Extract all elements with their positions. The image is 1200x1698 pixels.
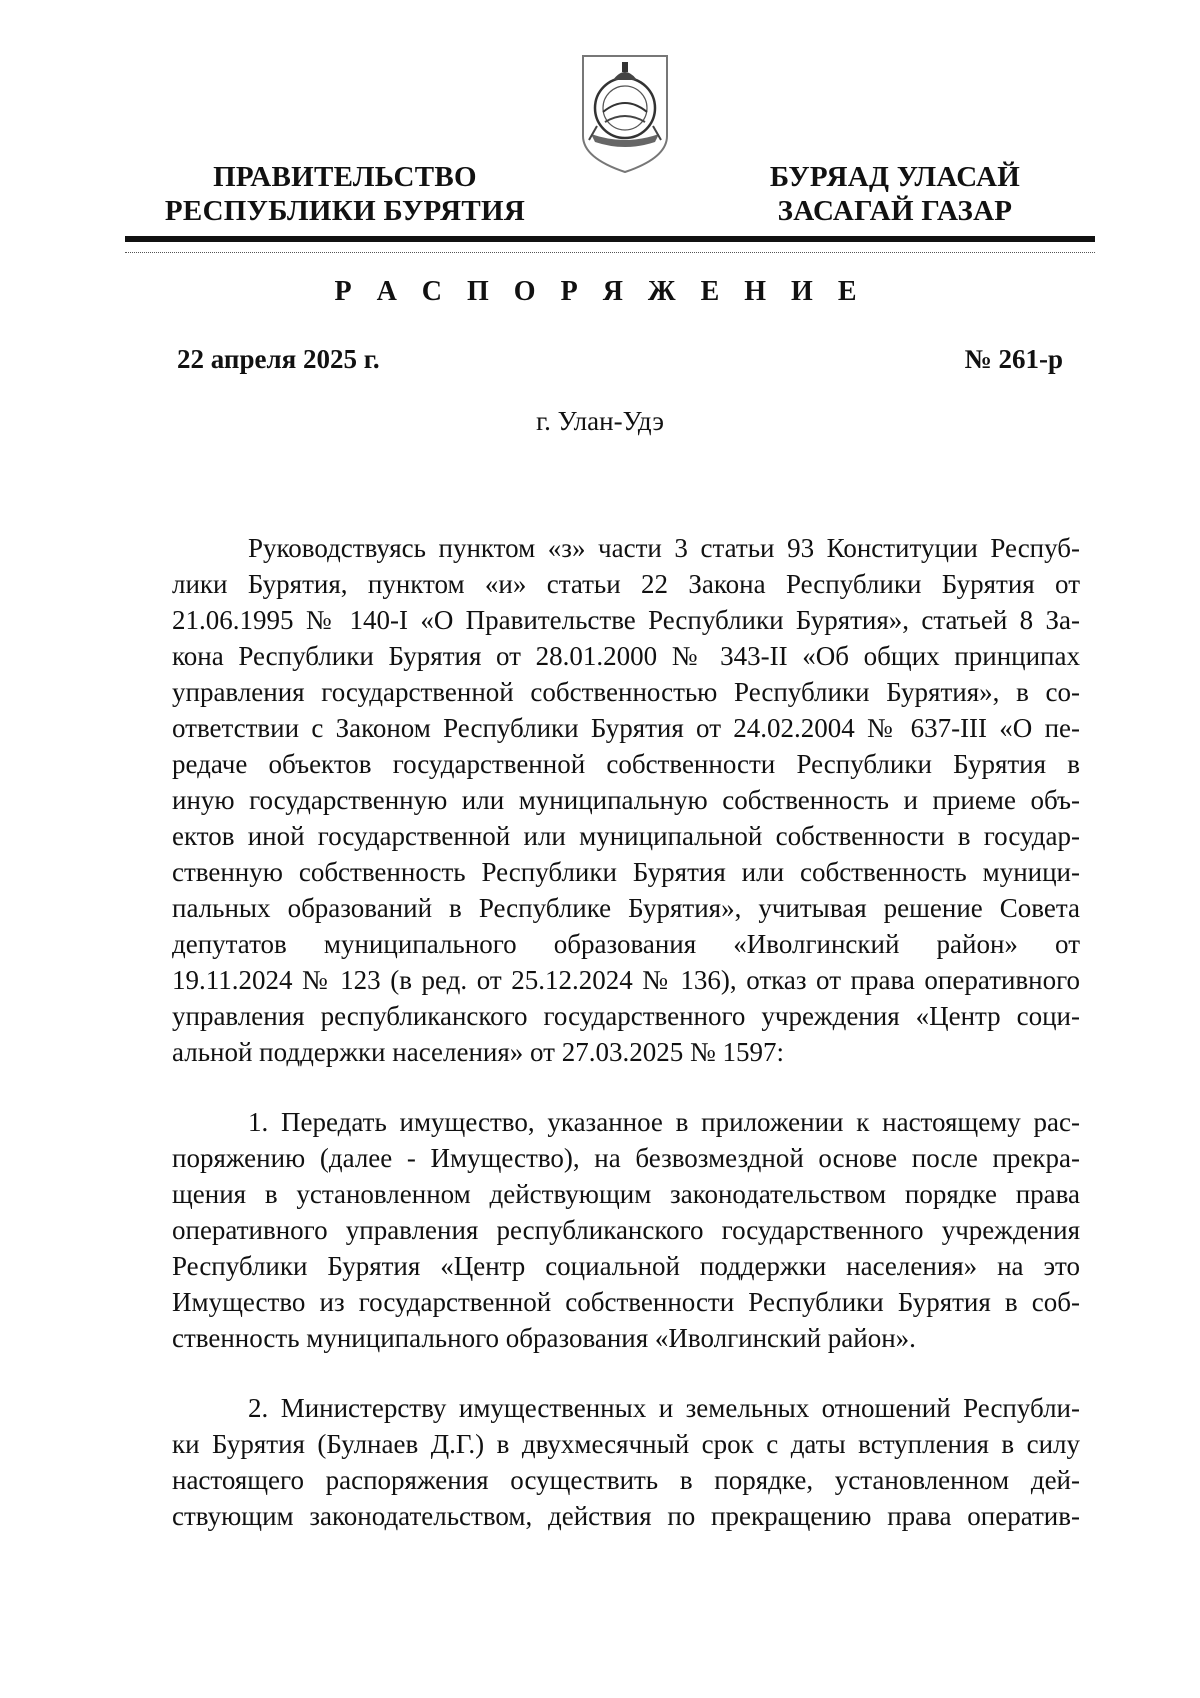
government-name-ru xyxy=(160,160,530,228)
paragraph-item-1 xyxy=(172,1104,1080,1356)
text-line: Республики Бурятия «Центр социальной поддержки населения» на это xyxy=(172,1251,1080,1281)
org-line: ЗАСАГАЙ ГАЗАР xyxy=(777,195,1013,227)
text-line: управления государственной собственностью Республики Бурятия», в со- xyxy=(172,677,1080,707)
org-line: БУРЯАД УЛАСАЙ xyxy=(769,161,1021,193)
text-line: настоящего распоряжения осуществить в порядке, установленном дей- xyxy=(172,1465,1080,1495)
text-line: ектов иной государственной или муниципальной собственности в государ- xyxy=(172,821,1080,851)
org-line: РЕСПУБЛИКИ БУРЯТИЯ xyxy=(164,195,526,227)
document-body xyxy=(172,530,1080,1534)
coat-of-arms-icon xyxy=(577,50,673,176)
text-line: 21.06.1995 № 140-I «О Правительстве Республики Бурятия», статьей 8 За- xyxy=(172,605,1080,635)
text-line: 19.11.2024 № 123 (в ред. от 25.12.2024 № 136), отказ от права оперативного xyxy=(172,965,1080,995)
document-type-title: Р А С П О Р Я Ж Е Н И Е xyxy=(334,276,866,307)
document-city: г. Улан-Удэ xyxy=(536,406,664,436)
document-number: № 261-р xyxy=(964,344,1063,374)
paragraph-item-2 xyxy=(172,1390,1080,1534)
text-line: кона Республики Бурятия от 28.01.2000 № 343-II «Об общих принципах xyxy=(172,641,1080,671)
text-line: редаче объектов государственной собственности Республики Бурятия в xyxy=(172,749,1080,779)
text-line: ствующим законодательством, действия по прекращению права оператив- xyxy=(172,1501,1080,1531)
text-line: депутатов муниципального образования «Иволгинский район» от xyxy=(172,929,1080,959)
text-line: ответствии с Законом Республики Бурятия от 24.02.2004 № 637-III «О пе- xyxy=(172,713,1080,743)
text-line: оперативного управления республиканского государственного учреждения xyxy=(172,1215,1080,1245)
header-divider-thick xyxy=(125,236,1095,242)
paragraph-preamble xyxy=(172,530,1080,1070)
org-line: ПРАВИТЕЛЬСТВО xyxy=(213,161,477,193)
text-line: альной поддержки населения» от 27.03.2025 № 1597: xyxy=(172,1037,784,1067)
text-line: ственную собственность Республики Бурятия или собственность муници- xyxy=(172,857,1080,887)
header-divider-thin xyxy=(125,252,1095,253)
text-line: ки Бурятия (Булнаев Д.Г.) в двухмесячный срок с даты вступления в силу xyxy=(172,1429,1080,1459)
text-line: управления республиканского государственного учреждения «Центр соци- xyxy=(172,1001,1080,1031)
text-line: 2. Министерству имущественных и земельных отношений Республи- xyxy=(248,1393,1080,1423)
text-line: 1. Передать имущество, указанное в приложении к настоящему рас- xyxy=(248,1107,1080,1137)
text-line: Имущество из государственной собственности Республики Бурятия в соб- xyxy=(172,1287,1080,1317)
text-line: Руководствуясь пунктом «з» части 3 статьи 93 Конституции Респуб- xyxy=(248,533,1080,563)
text-line: ственность муниципального образования «Иволгинский район». xyxy=(172,1323,916,1353)
document-date: 22 апреля 2025 г. xyxy=(177,344,380,374)
text-line: лики Бурятия, пунктом «и» статьи 22 Закона Республики Бурятия от xyxy=(172,569,1080,599)
text-line: иную государственную или муниципальную собственность и приеме объ- xyxy=(172,785,1080,815)
government-name-bua xyxy=(740,160,1050,228)
text-line: поряжению (далее - Имущество), на безвозмездной основе после прекра- xyxy=(172,1143,1080,1173)
text-line: пальных образований в Республике Бурятия», учитывая решение Совета xyxy=(172,893,1080,923)
text-line: щения в установленном действующим законодательством порядке права xyxy=(172,1179,1080,1209)
